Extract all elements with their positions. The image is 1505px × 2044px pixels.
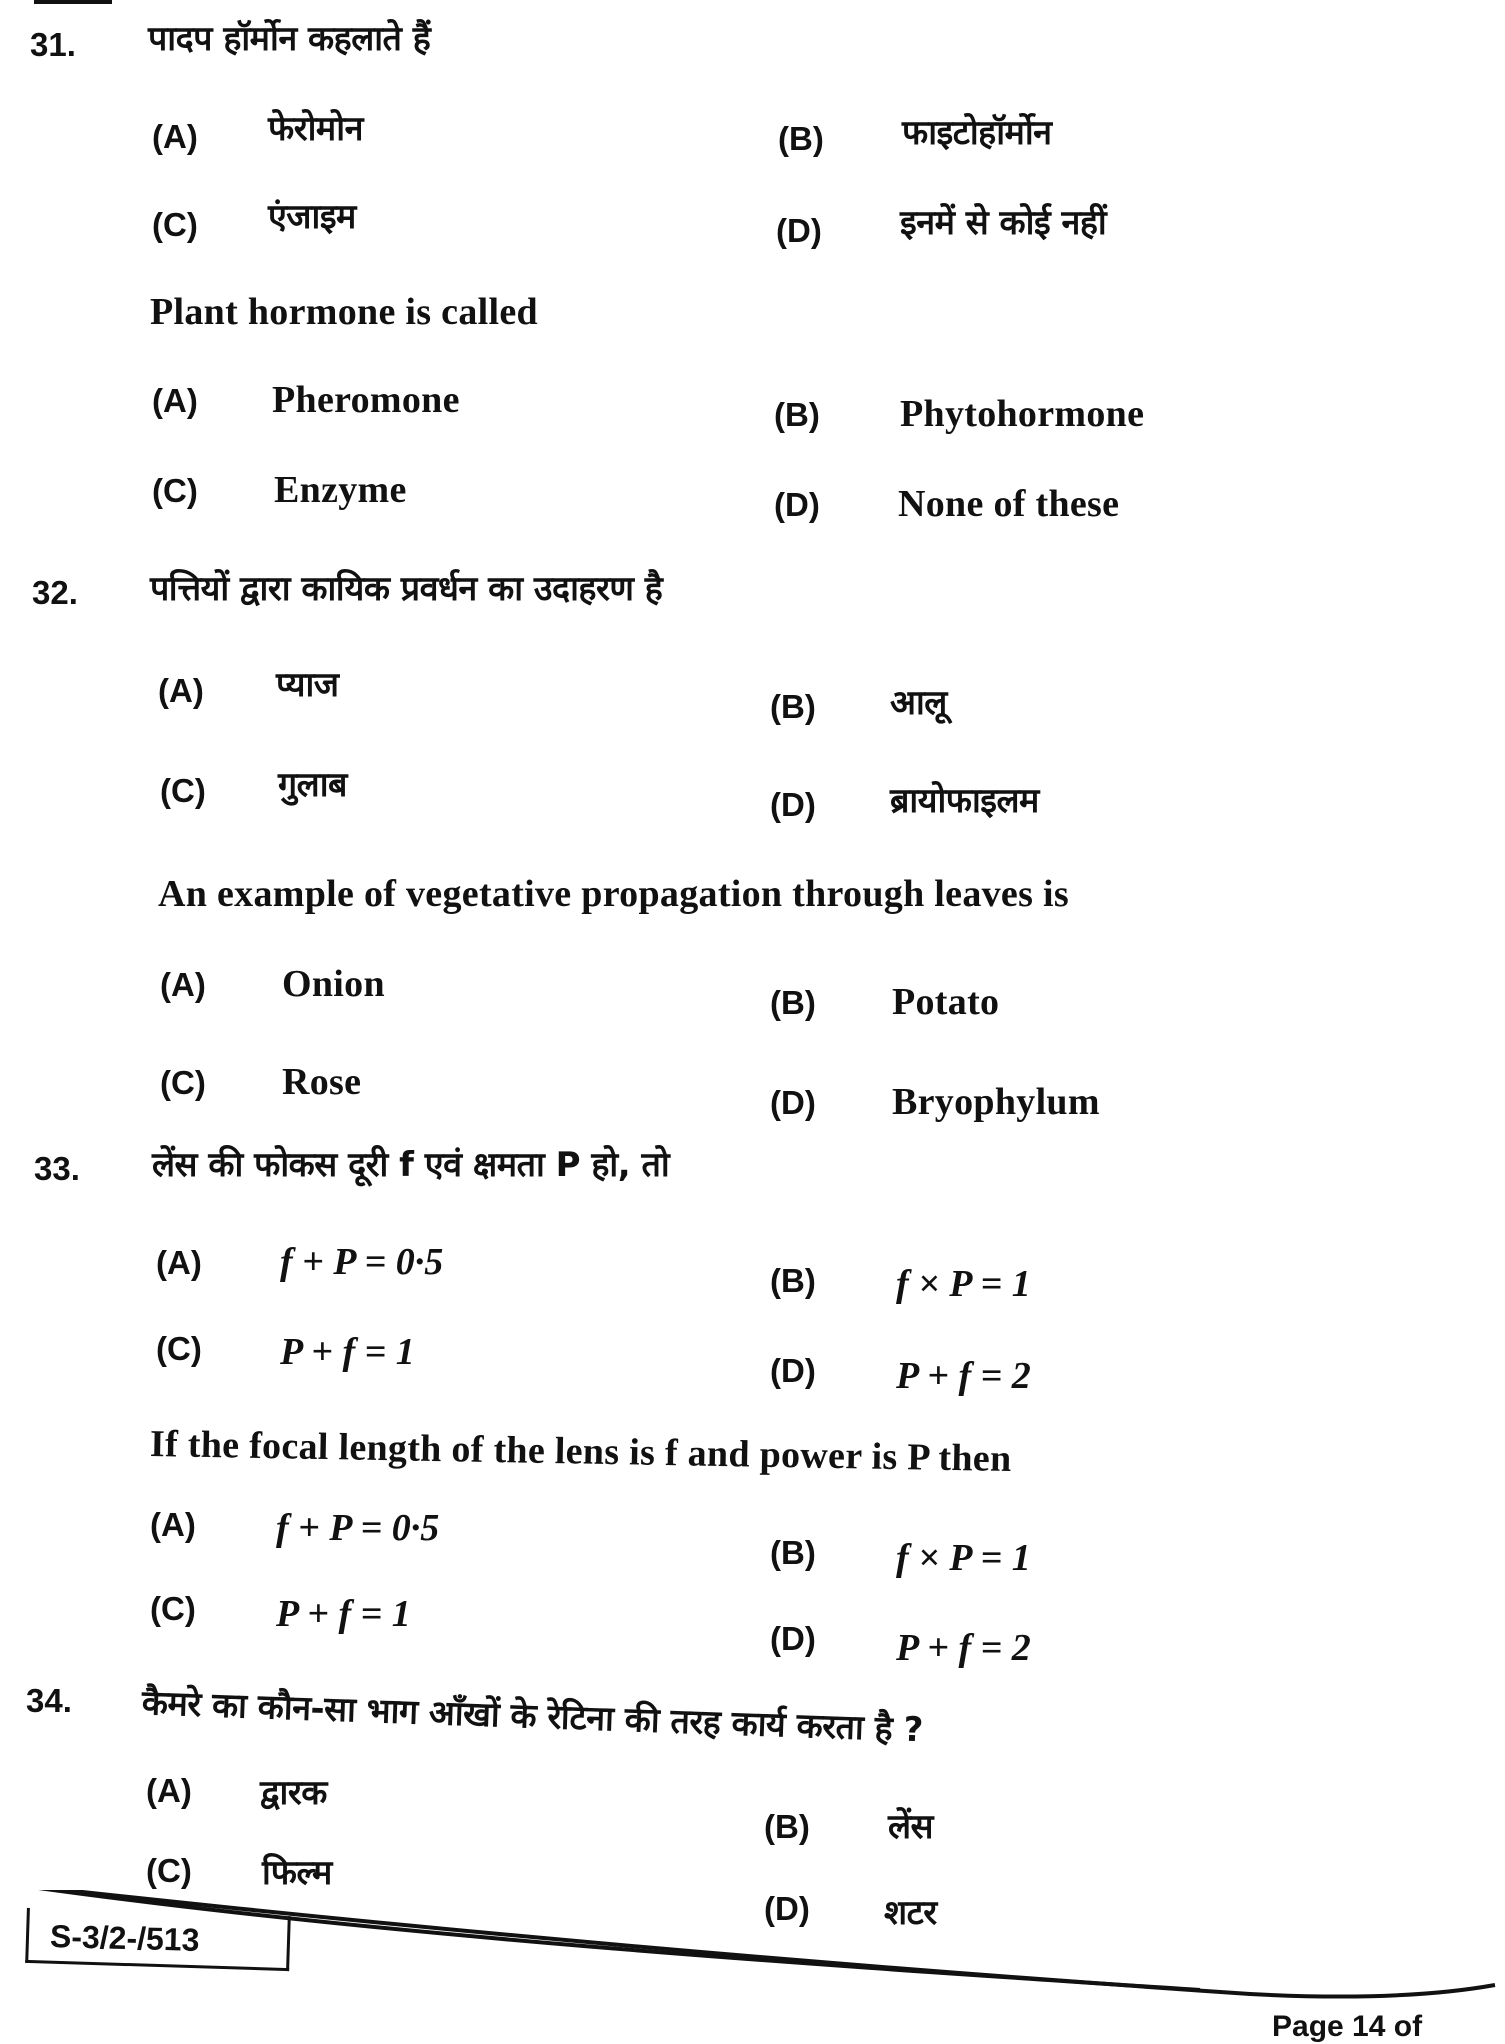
option-label: (B) — [770, 1262, 816, 1299]
option-text: ब्रायोफाइलम — [890, 781, 1039, 821]
option-text: फेरोमोन — [268, 109, 363, 149]
option-text: Rose — [282, 1061, 362, 1103]
option-formula: f + P = 0·5 — [276, 1507, 440, 1549]
option-label: (A) — [152, 118, 198, 155]
option-label: (D) — [774, 486, 820, 523]
option-text: प्याज — [276, 665, 339, 705]
question-text-english: Plant hormone is called — [150, 291, 538, 333]
option-label: (C) — [156, 1330, 202, 1367]
option-label: (D) — [770, 786, 816, 823]
option-label: (C) — [150, 1590, 196, 1627]
option-label: (A) — [156, 1244, 202, 1281]
option-label: (A) — [158, 672, 204, 709]
option-label: (A) — [152, 382, 198, 419]
question-text-english: If the focal length of the lens is f and power is P then — [149, 1423, 1012, 1481]
option-label: (B) — [778, 120, 824, 157]
option-formula: P + f = 1 — [276, 1593, 411, 1635]
question-number: 31. — [30, 26, 76, 63]
option-label: (D) — [770, 1352, 816, 1389]
option-label: (C) — [152, 472, 198, 509]
option-text: इनमें से कोई नहीं — [900, 203, 1107, 243]
option-label: (D) — [770, 1084, 816, 1121]
option-text: Pheromone — [272, 379, 460, 421]
page-number-label: Page 14 of — [1272, 2010, 1423, 2043]
option-formula: P + f = 2 — [896, 1627, 1031, 1669]
question-text-english: An example of vegetative propagation through leaves is — [158, 873, 1069, 915]
question-number: 33. — [34, 1150, 80, 1187]
question-text-hindi: कैमरे का कौन-सा भाग आँखों के रेटिना की तरह कार्य करता है ? — [141, 1683, 924, 1751]
question-number: 34. — [26, 1682, 72, 1719]
option-formula: f × P = 1 — [896, 1263, 1031, 1305]
option-label: (B) — [770, 1534, 816, 1571]
option-label: (B) — [764, 1808, 810, 1845]
option-formula: f × P = 1 — [896, 1537, 1031, 1579]
question-text-hindi: पादप हॉर्मोन कहलाते हैं — [148, 19, 431, 59]
question-number: 32. — [32, 574, 78, 611]
option-label: (C) — [160, 772, 206, 809]
top-edge-rule — [34, 0, 112, 4]
option-label: (C) — [146, 1852, 192, 1889]
option-text: फाइटोहॉर्मोन — [902, 113, 1052, 153]
option-label: (B) — [770, 688, 816, 725]
option-text: गुलाब — [278, 765, 347, 805]
option-text: द्वारक — [260, 1773, 327, 1813]
option-text: Phytohormone — [900, 393, 1145, 435]
option-label: (B) — [770, 984, 816, 1021]
option-label: (C) — [152, 206, 198, 243]
option-label: (B) — [774, 396, 820, 433]
option-text: Onion — [282, 963, 385, 1005]
option-formula: P + f = 1 — [280, 1331, 415, 1373]
option-text: None of these — [898, 483, 1120, 525]
question-text-hindi: पत्तियों द्वारा कायिक प्रवर्धन का उदाहरण है — [150, 569, 663, 609]
option-text: एंजाइम — [268, 197, 356, 237]
question-text-hindi: लेंस की फोकस दूरी f एवं क्षमता P हो, तो — [152, 1145, 670, 1185]
option-label: (D) — [776, 212, 822, 249]
option-text: Enzyme — [274, 469, 407, 511]
option-label: (A) — [160, 966, 206, 1003]
footer-code: S-3/2-/513 — [49, 1918, 200, 1958]
option-text: Bryophylum — [892, 1081, 1100, 1123]
option-label: (C) — [160, 1064, 206, 1101]
option-formula: f + P = 0·5 — [280, 1241, 444, 1283]
option-label: (D) — [770, 1620, 816, 1657]
option-label: (A) — [150, 1506, 196, 1543]
option-text: Potato — [892, 981, 1000, 1023]
option-label: (A) — [146, 1772, 192, 1809]
option-label: (D) — [764, 1890, 810, 1927]
option-text: लेंस — [888, 1807, 934, 1847]
option-text: शटर — [884, 1893, 937, 1933]
option-text: फिल्म — [262, 1853, 332, 1893]
option-formula: P + f = 2 — [896, 1355, 1031, 1397]
option-text: आलू — [890, 683, 947, 723]
